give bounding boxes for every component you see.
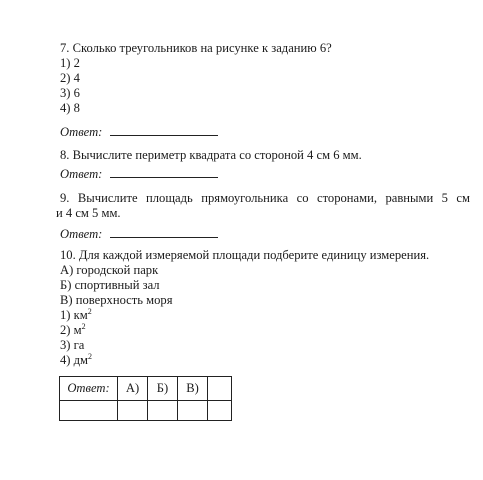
q9-line-1: 9. Вычислите площадь прямоугольника со сторонами, равными 5 см bbox=[60, 191, 470, 205]
q9-answer-row bbox=[60, 226, 218, 242]
answer-cell-b[interactable] bbox=[148, 401, 178, 421]
q10-unit-3-text: 3) га bbox=[60, 338, 85, 352]
answer-table-col-a: А) bbox=[118, 377, 148, 401]
answer-table-input-row bbox=[60, 401, 232, 421]
q10-unit-2-sup: 2 bbox=[81, 322, 86, 331]
q7-option-1: 1) 2 bbox=[60, 56, 80, 70]
q7-option-2: 2) 4 bbox=[60, 71, 80, 85]
answer-table-col-b: Б) bbox=[148, 377, 178, 401]
q10-unit-4-text: 4) дм bbox=[60, 353, 89, 367]
q7-answer-label: Ответ: bbox=[60, 125, 103, 139]
question-9-text bbox=[60, 191, 470, 206]
answer-cell-a[interactable] bbox=[118, 401, 148, 421]
q10-unit-1 bbox=[60, 308, 92, 323]
answer-cell-c[interactable] bbox=[178, 401, 208, 421]
q10-unit-1-text: 1) км bbox=[60, 308, 88, 322]
q10-item-a: А) городской парк bbox=[60, 263, 159, 277]
q7-option-3: 3) 6 bbox=[60, 86, 80, 100]
q9-answer-blank[interactable] bbox=[110, 226, 218, 238]
q10-unit-4-sup: 2 bbox=[88, 352, 93, 361]
q10-unit-2 bbox=[60, 323, 86, 338]
answer-cell-extra[interactable] bbox=[208, 401, 232, 421]
q8-answer-blank[interactable] bbox=[110, 166, 218, 178]
q10-item-b: Б) спортивный зал bbox=[60, 278, 160, 292]
question-10-text: 10. Для каждой измеряемой площади подберите единицу измерения. bbox=[60, 248, 430, 262]
q10-unit-3 bbox=[60, 338, 84, 353]
q10-item-c: В) поверхность моря bbox=[60, 293, 173, 307]
q9-answer-label: Ответ: bbox=[60, 227, 103, 241]
q10-unit-2-text: 2) м bbox=[60, 323, 82, 337]
q10-answer-table bbox=[59, 376, 232, 421]
q7-option-4: 4) 8 bbox=[60, 101, 80, 115]
question-7-text: 7. Сколько треугольников на рисунке к заданию 6? bbox=[60, 41, 332, 55]
answer-table-header-row bbox=[60, 377, 232, 401]
q10-unit-4 bbox=[60, 353, 92, 368]
answer-cell-blank bbox=[60, 401, 118, 421]
answer-table-col-c: В) bbox=[178, 377, 208, 401]
q9-line-2: и 4 см 5 мм. bbox=[56, 206, 121, 220]
q7-answer-blank[interactable] bbox=[110, 124, 218, 136]
q8-answer-label: Ответ: bbox=[60, 167, 103, 181]
q7-answer-row bbox=[60, 124, 218, 140]
q8-answer-row bbox=[60, 166, 218, 182]
q10-unit-1-sup: 2 bbox=[87, 307, 92, 316]
answer-table-label: Ответ: bbox=[60, 377, 118, 401]
question-8-text: 8. Вычислите периметр квадрата со стороной 4 см 6 мм. bbox=[60, 148, 362, 162]
answer-table-col-extra bbox=[208, 377, 232, 401]
